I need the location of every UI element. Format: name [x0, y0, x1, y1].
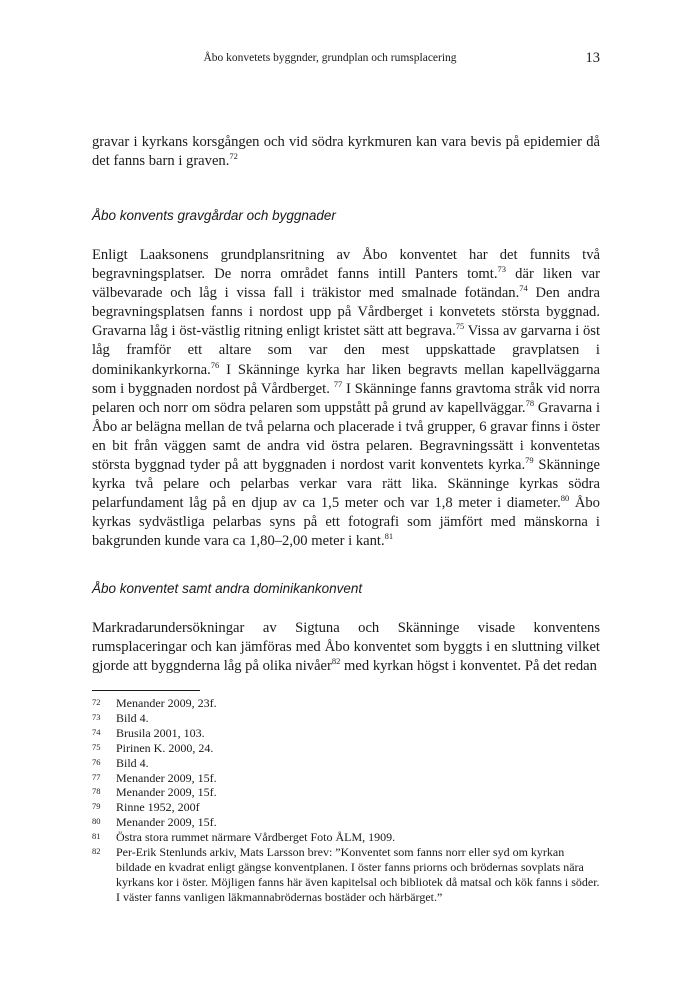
footnote-ref: 72 [229, 151, 238, 162]
footnote-text: Bild 4. [116, 755, 149, 770]
footnote-ref: 79 [525, 455, 534, 466]
footnote-ref: 80 [560, 493, 570, 504]
footnote-ref: 75 [455, 321, 465, 332]
running-title: Åbo konvetets byggnder, grundplan och rumsplacering [203, 52, 457, 64]
paragraph-text: gravar i kyrkans korsgången och vid södra kyrkmuren kan vara bevis på epidemier då det fanns barn i graven. [92, 134, 600, 170]
text-segment: med kyrkan högst i konventet. På det redan [340, 658, 597, 675]
text-segment: Markradarundersökningar av Sigtuna och Skänninge visade konventens rumsplaceringar och kan jämföras med Åbo konventet som byggts i en sluttning vilket gjorde att byggnderna låg på olika nivåer [92, 620, 600, 675]
footnote-number: 73 [92, 711, 101, 722]
footnote-item [92, 741, 600, 756]
page-number: 13 [585, 50, 600, 66]
text-segment: Den andra begravningsplatsen fanns i nordost upp på Vårdberget i konvetets största byggnad. Gravarna låg i öst-västlig ritning enligt kristet sätt att begrava. [92, 285, 600, 340]
footnote-item [92, 785, 600, 800]
footnote-item [92, 711, 600, 726]
footnote-text: Bild 4. [116, 710, 149, 725]
text-segment: Åbo kyrkas sydvästliga pelarbas syns på ett fotografi som jämfört med mänskorna i bakgrunden kunde vara ca 1,80–2,00 meter i kant. [92, 495, 600, 550]
footnote-number: 75 [92, 741, 101, 752]
footnote-item [92, 771, 600, 786]
text-segment: I Skänninge kyrka har liken begravts mellan kapellväggarna som i byggnaden nordost på Vårdberget. [92, 361, 600, 397]
text-segment: Skänninge kyrka två pelare och pelarbas verkar vara rätt lika. Skänninge kyrkas södra pelarfundament låg på en djup av ca 1,5 meter och var 1,8 meter i diameter. [92, 457, 600, 512]
footnote-number: 76 [92, 756, 101, 767]
footnote-ref: 78 [525, 397, 535, 408]
footnote-separator [92, 690, 200, 691]
text-segment: Gravarna i Åbo ar belägna mellan de två pelarna och placerade i två grupper, 6 gravar finns i öster en bit från väggen samt de andra vid östra pelaren. Begravningssätt i konventetas största byggnad tyder på att byggnaden i nordost varit konventets kyrka. [92, 399, 601, 474]
footnote-item [92, 815, 600, 830]
footnote-item [92, 696, 600, 711]
footnote-item [92, 726, 600, 741]
footnote-ref: 77 [333, 378, 343, 389]
footnote-text: Menander 2009, 23f. [116, 696, 217, 710]
section-heading-gravgardar: Åbo konvents gravgårdar och byggnader [92, 208, 336, 223]
text-segment: Vissa av garvarna i öst låg framför ett altare som var den mest uppskattade gravplatsen i dominikankyrkorna. [92, 323, 601, 378]
footnotes [92, 696, 600, 905]
footnote-ref: 76 [210, 359, 220, 370]
footnote-ref: 81 [384, 531, 394, 542]
footnote-item [92, 845, 600, 905]
footnote-number: 80 [92, 816, 101, 827]
footnote-ref: 74 [519, 283, 528, 294]
footnote-text: Menander 2009, 15f. [116, 785, 217, 800]
footnote-text: Per-Erik Stenlunds arkiv, Mats Larsson brev: ”Konventet som fanns norr eller syd om kyrkan bildade en kvadrat enligt gängse konventplanen. I öster fanns priorns och brödernas sovplats nära kyrkans kor i öster. Möjligen fanns här även kapitelsal och bibliotek då matsal och kök fanns i söder. I väster fanns vanligen läkmannabrödernas bostäder och härbärget.” [116, 845, 600, 904]
footnote-ref: 73 [497, 264, 506, 275]
text-segment: I Skänninge fanns gravtoma stråk vid norra pelaren och norr om södra pelaren som uppstått på grund av kapellväggar. [92, 380, 600, 416]
footnote-text: Rinne 1952, 200f [116, 800, 200, 815]
footnote-number: 81 [92, 831, 101, 842]
footnote-text: Menander 2009, 15f. [116, 770, 217, 785]
footnote-text: Östra stora rummet närmare Vårdberget Foto ÅLM, 1909. [116, 830, 396, 845]
paragraph-gravgardar [92, 246, 600, 552]
footnote-number: 78 [92, 786, 101, 797]
footnote-number: 82 [92, 846, 101, 857]
text-segment: där liken var välbevarade och låg i vissa fall i träkistor med smalnade fotändan. [92, 266, 600, 302]
footnote-item [92, 756, 600, 771]
footnote-text: Menander 2009, 15f. [116, 815, 217, 830]
footnote-text: Pirinen K. 2000, 24. [116, 740, 214, 755]
footnote-ref: 82 [331, 656, 341, 667]
paragraph-dominikankonvent [92, 619, 600, 676]
footnote-item [92, 800, 600, 815]
footnote-number: 72 [92, 697, 101, 707]
footnote-number: 74 [92, 726, 101, 737]
text-segment: Enligt Laaksonens grundplansritning av Åbo konventet har det funnits två begravningsplatser. De norra området fanns intill Panters tomt. [92, 247, 600, 283]
footnote-number: 77 [92, 771, 101, 782]
footnote-item [92, 830, 600, 845]
section-heading-dominikankonvent: Åbo konventet samt andra dominikankonvent [92, 581, 363, 596]
paragraph-intro [92, 133, 600, 171]
footnote-number: 79 [92, 801, 101, 812]
footnote-text: Brusila 2001, 103. [116, 725, 205, 740]
